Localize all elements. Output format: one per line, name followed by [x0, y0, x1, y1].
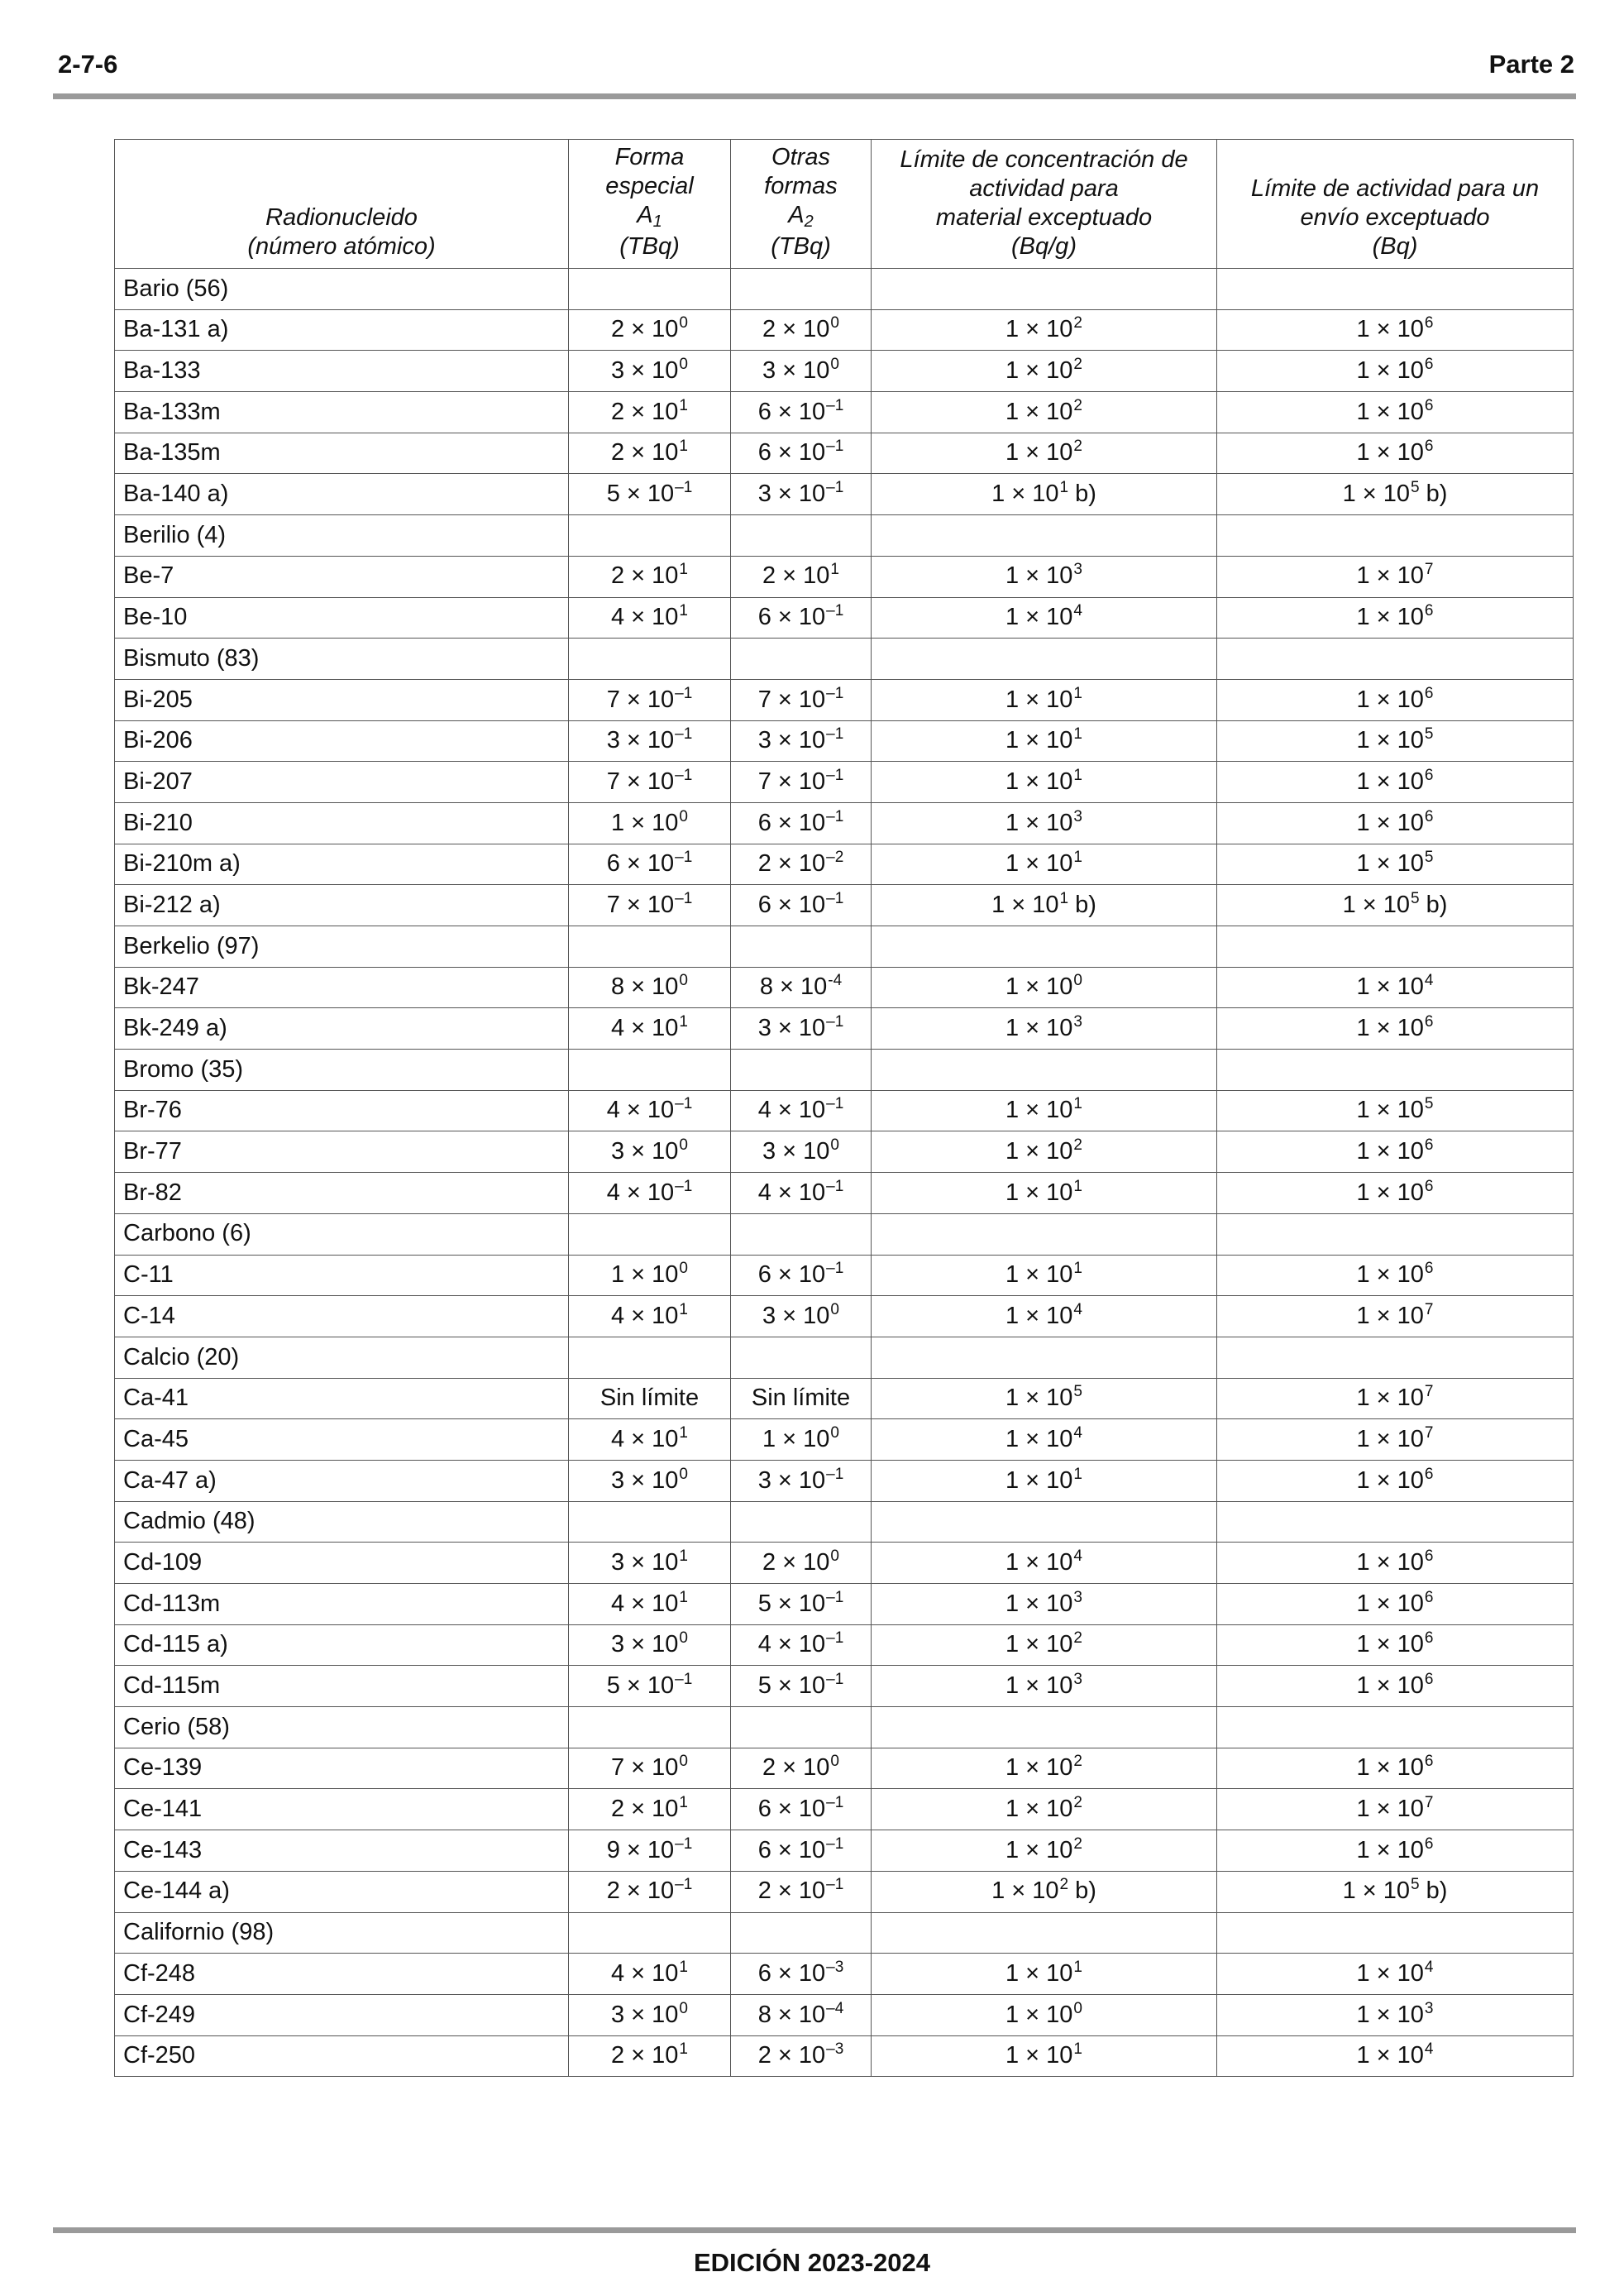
cell-a2 [731, 515, 872, 557]
cell-a2: $6 \times 10^{-1}$ [731, 1830, 872, 1872]
cell-a2: $7 \times 10^{-1}$ [731, 679, 872, 720]
cell-a1: $9 \times 10^{-1}$ [569, 1830, 731, 1872]
cell-a2: $1 \times 10^0$ [731, 1419, 872, 1461]
header-line: Límite de actividad para un [1250, 175, 1540, 202]
table-row [115, 1296, 1574, 1337]
cell-a1: $3 \times 10^0$ [569, 1624, 731, 1666]
cell-a1 [569, 1912, 731, 1954]
radionuclide-name: Cd-115m [115, 1666, 569, 1707]
cell-act: $1 \times 10^6$ [1217, 802, 1574, 844]
radionuclide-name: Ba-131 a) [115, 309, 569, 351]
radionuclide-name: Bi-210 [115, 802, 569, 844]
table-row [115, 1460, 1574, 1501]
cell-a2: $2 \times 10^0$ [731, 1543, 872, 1584]
cell-act: $1 \times 10^7$ [1217, 1296, 1574, 1337]
element-group-row [115, 1213, 1574, 1255]
cell-a1: $1 \times 10^0$ [569, 802, 731, 844]
cell-a1: $5 \times 10^{-1}$ [569, 474, 731, 515]
radionuclide-name: Bi-210m a) [115, 844, 569, 885]
radionuclide-name: Bi-212 a) [115, 885, 569, 926]
cell-act: $1 \times 10^6$ [1217, 1543, 1574, 1584]
table-row [115, 1131, 1574, 1173]
cell-act: $1 \times 10^5$ b) [1217, 474, 1574, 515]
cell-a1: $2 \times 10^1$ [569, 433, 731, 474]
cell-conc: $1 \times 10^1$ b) [872, 885, 1217, 926]
cell-act: $1 \times 10^6$ [1217, 597, 1574, 639]
cell-act [1217, 1707, 1574, 1748]
cell-a2 [731, 1213, 872, 1255]
cell-conc: $1 \times 10^4$ [872, 1543, 1217, 1584]
element-name: Bario (56) [115, 269, 569, 310]
table-row [115, 802, 1574, 844]
cell-conc [872, 1501, 1217, 1543]
element-group-row [115, 1912, 1574, 1954]
table-row [115, 885, 1574, 926]
cell-a1: $3 \times 10^{-1}$ [569, 720, 731, 762]
cell-a1: $7 \times 10^{-1}$ [569, 679, 731, 720]
cell-a2 [731, 926, 872, 968]
element-group-row [115, 926, 1574, 968]
cell-conc [872, 1707, 1217, 1748]
table-row [115, 1255, 1574, 1296]
cell-act: $1 \times 10^6$ [1217, 351, 1574, 392]
cell-a1 [569, 1213, 731, 1255]
cell-act: $1 \times 10^6$ [1217, 309, 1574, 351]
cell-a2: $5 \times 10^{-1}$ [731, 1584, 872, 1625]
table-header-row [115, 140, 1574, 269]
cell-a1: $2 \times 10^1$ [569, 1789, 731, 1830]
cell-a1 [569, 1707, 731, 1748]
element-name: Berilio (4) [115, 515, 569, 557]
header-line: especial [605, 173, 694, 199]
cell-act: $1 \times 10^6$ [1217, 1173, 1574, 1214]
table-row [115, 720, 1574, 762]
cell-conc [872, 1213, 1217, 1255]
cell-conc: $1 \times 10^1$ [872, 1255, 1217, 1296]
cell-conc: $1 \times 10^4$ [872, 1296, 1217, 1337]
header-line: Límite de concentración de [900, 146, 1188, 173]
radionuclide-name: Br-82 [115, 1173, 569, 1214]
cell-act: $1 \times 10^6$ [1217, 1624, 1574, 1666]
header-line: Forma [614, 144, 685, 170]
radionuclide-name: C-14 [115, 1296, 569, 1337]
cell-conc: $1 \times 10^2$ [872, 433, 1217, 474]
cell-conc: $1 \times 10^2$ [872, 1624, 1217, 1666]
table-row [115, 1871, 1574, 1912]
table-row [115, 844, 1574, 885]
element-name: Cadmio (48) [115, 1501, 569, 1543]
radionuclide-name: Ba-133m [115, 392, 569, 433]
cell-act [1217, 926, 1574, 968]
cell-conc: $1 \times 10^3$ [872, 556, 1217, 597]
cell-act: $1 \times 10^6$ [1217, 679, 1574, 720]
cell-act [1217, 1501, 1574, 1543]
cell-a2: $4 \times 10^{-1}$ [731, 1090, 872, 1131]
header-symbol: A1 [637, 202, 662, 231]
cell-a2: $6 \times 10^{-1}$ [731, 802, 872, 844]
cell-conc: $1 \times 10^1$ [872, 1460, 1217, 1501]
table-row [115, 762, 1574, 803]
cell-a1 [569, 1501, 731, 1543]
part-label: Parte 2 [1488, 50, 1574, 79]
col-activity-header [1217, 140, 1574, 269]
cell-a2: $6 \times 10^{-1}$ [731, 885, 872, 926]
cell-a1 [569, 1050, 731, 1091]
table-row [115, 474, 1574, 515]
cell-act: $1 \times 10^5$ [1217, 720, 1574, 762]
element-name: Cerio (58) [115, 1707, 569, 1748]
cell-conc: $1 \times 10^1$ b) [872, 474, 1217, 515]
table-row [115, 1994, 1574, 2035]
cell-conc: $1 \times 10^1$ [872, 1954, 1217, 1995]
cell-a2: $3 \times 10^0$ [731, 1296, 872, 1337]
cell-a1: $4 \times 10^1$ [569, 1008, 731, 1050]
cell-a1: $1 \times 10^0$ [569, 1255, 731, 1296]
header-line: material exceptuado [935, 204, 1153, 231]
cell-conc: $1 \times 10^2$ [872, 392, 1217, 433]
cell-conc: $1 \times 10^2$ [872, 309, 1217, 351]
table-row [115, 392, 1574, 433]
cell-act: $1 \times 10^6$ [1217, 1131, 1574, 1173]
cell-a2: $4 \times 10^{-1}$ [731, 1624, 872, 1666]
cell-a2: $6 \times 10^{-3}$ [731, 1954, 872, 1995]
element-group-row [115, 269, 1574, 310]
cell-act: $1 \times 10^5$ b) [1217, 1871, 1574, 1912]
page-number: 2-7-6 [58, 50, 118, 79]
radionuclide-name: Cd-109 [115, 1543, 569, 1584]
cell-a2: $3 \times 10^{-1}$ [731, 720, 872, 762]
cell-act: $1 \times 10^6$ [1217, 762, 1574, 803]
table-row [115, 1666, 1574, 1707]
radionuclide-name: Ca-45 [115, 1419, 569, 1461]
cell-act: $1 \times 10^3$ [1217, 1994, 1574, 2035]
cell-conc: $1 \times 10^3$ [872, 1666, 1217, 1707]
table-row [115, 351, 1574, 392]
header-symbol: A2 [788, 202, 814, 231]
table-row [115, 1543, 1574, 1584]
element-name: Berkelio (97) [115, 926, 569, 968]
element-name: Bismuto (83) [115, 639, 569, 680]
radionuclide-name: Bi-206 [115, 720, 569, 762]
header-line: (Bq) [1372, 233, 1418, 260]
cell-conc: $1 \times 10^4$ [872, 1419, 1217, 1461]
cell-a1: $4 \times 10^{-1}$ [569, 1090, 731, 1131]
col-a2-header [731, 140, 872, 269]
cell-conc: $1 \times 10^4$ [872, 597, 1217, 639]
cell-a2: $3 \times 10^{-1}$ [731, 1460, 872, 1501]
cell-a2 [731, 1501, 872, 1543]
cell-conc: $1 \times 10^2$ [872, 351, 1217, 392]
cell-conc: $1 \times 10^1$ [872, 720, 1217, 762]
radionuclide-name: Ca-47 a) [115, 1460, 569, 1501]
radionuclide-name: Cf-250 [115, 2035, 569, 2077]
cell-conc: $1 \times 10^2$ [872, 1748, 1217, 1789]
cell-a2: $8 \times 10^{-4}$ [731, 967, 872, 1008]
cell-act: $1 \times 10^6$ [1217, 1666, 1574, 1707]
radionuclide-name: Ce-139 [115, 1748, 569, 1789]
cell-conc: $1 \times 10^0$ [872, 1994, 1217, 2035]
header-line: formas [764, 173, 838, 199]
cell-a2: $2 \times 10^0$ [731, 309, 872, 351]
cell-a2: $6 \times 10^{-1}$ [731, 1789, 872, 1830]
element-group-row [115, 1707, 1574, 1748]
cell-act: $1 \times 10^7$ [1217, 1789, 1574, 1830]
cell-act: $1 \times 10^7$ [1217, 1378, 1574, 1419]
cell-conc: $1 \times 10^0$ [872, 967, 1217, 1008]
cell-a1: $2 \times 10^1$ [569, 556, 731, 597]
radionuclide-name: Ce-144 a) [115, 1871, 569, 1912]
cell-conc: $1 \times 10^3$ [872, 1584, 1217, 1625]
cell-act: $1 \times 10^5$ [1217, 1090, 1574, 1131]
cell-a1: $5 \times 10^{-1}$ [569, 1666, 731, 1707]
cell-act: $1 \times 10^6$ [1217, 433, 1574, 474]
col-concentration-header [872, 140, 1217, 269]
table-row [115, 309, 1574, 351]
cell-a2 [731, 269, 872, 310]
cell-a2: $2 \times 10^{-1}$ [731, 1871, 872, 1912]
radionuclide-name: Bk-247 [115, 967, 569, 1008]
cell-a1: $7 \times 10^{-1}$ [569, 762, 731, 803]
radionuclide-name: Ce-143 [115, 1830, 569, 1872]
cell-act: $1 \times 10^4$ [1217, 967, 1574, 1008]
cell-conc: $1 \times 10^1$ [872, 762, 1217, 803]
cell-act: $1 \times 10^6$ [1217, 1748, 1574, 1789]
cell-act [1217, 1213, 1574, 1255]
cell-a2 [731, 1707, 872, 1748]
element-group-row [115, 515, 1574, 557]
cell-act [1217, 639, 1574, 680]
cell-act: $1 \times 10^6$ [1217, 1584, 1574, 1625]
cell-a1: Sin límite [569, 1378, 731, 1419]
table-row [115, 1090, 1574, 1131]
header-line: (Bq/g) [1011, 233, 1077, 260]
radionuclide-name: Cd-115 a) [115, 1624, 569, 1666]
cell-a1: $7 \times 10^0$ [569, 1748, 731, 1789]
footer-rule [53, 2227, 1576, 2233]
radionuclide-name: Bi-207 [115, 762, 569, 803]
header-line: actividad para [969, 175, 1119, 202]
cell-a2: $2 \times 10^0$ [731, 1748, 872, 1789]
cell-act: $1 \times 10^5$ b) [1217, 885, 1574, 926]
cell-a2: $6 \times 10^{-1}$ [731, 597, 872, 639]
cell-act: $1 \times 10^6$ [1217, 1255, 1574, 1296]
cell-act: $1 \times 10^6$ [1217, 1830, 1574, 1872]
cell-conc: $1 \times 10^5$ [872, 1378, 1217, 1419]
cell-a1: $3 \times 10^0$ [569, 351, 731, 392]
cell-conc [872, 1337, 1217, 1378]
cell-a1 [569, 269, 731, 310]
cell-a2: $6 \times 10^{-1}$ [731, 392, 872, 433]
cell-conc: $1 \times 10^1$ [872, 1173, 1217, 1214]
cell-act: $1 \times 10^4$ [1217, 2035, 1574, 2077]
cell-a2: $5 \times 10^{-1}$ [731, 1666, 872, 1707]
header-unit: (TBq) [619, 233, 680, 260]
cell-a1 [569, 639, 731, 680]
cell-a2: $6 \times 10^{-1}$ [731, 1255, 872, 1296]
radionuclide-name: Ba-133 [115, 351, 569, 392]
cell-a1: $4 \times 10^1$ [569, 1584, 731, 1625]
cell-conc: $1 \times 10^1$ [872, 2035, 1217, 2077]
cell-conc [872, 1050, 1217, 1091]
cell-a1 [569, 1337, 731, 1378]
cell-a1: $8 \times 10^0$ [569, 967, 731, 1008]
table-row [115, 1624, 1574, 1666]
header-line: Radionucleido [265, 204, 418, 231]
cell-act: $1 \times 10^4$ [1217, 1954, 1574, 1995]
element-name: Carbono (6) [115, 1213, 569, 1255]
cell-a1: $3 \times 10^0$ [569, 1460, 731, 1501]
cell-a1: $2 \times 10^{-1}$ [569, 1871, 731, 1912]
cell-a2: $3 \times 10^0$ [731, 1131, 872, 1173]
table-row [115, 556, 1574, 597]
cell-conc: $1 \times 10^3$ [872, 802, 1217, 844]
cell-conc: $1 \times 10^2$ b) [872, 1871, 1217, 1912]
table-row [115, 433, 1574, 474]
cell-act: $1 \times 10^7$ [1217, 1419, 1574, 1461]
radionuclide-name: Bi-205 [115, 679, 569, 720]
cell-a1: $2 \times 10^1$ [569, 392, 731, 433]
radionuclide-name: Ba-135m [115, 433, 569, 474]
cell-a2 [731, 1912, 872, 1954]
element-name: Bromo (35) [115, 1050, 569, 1091]
cell-a1: $2 \times 10^1$ [569, 2035, 731, 2077]
cell-act: $1 \times 10^6$ [1217, 1460, 1574, 1501]
cell-conc [872, 515, 1217, 557]
element-group-row [115, 1501, 1574, 1543]
cell-conc: $1 \times 10^2$ [872, 1789, 1217, 1830]
cell-act: $1 \times 10^6$ [1217, 1008, 1574, 1050]
cell-a2: $4 \times 10^{-1}$ [731, 1173, 872, 1214]
cell-a1 [569, 515, 731, 557]
table-row [115, 1748, 1574, 1789]
cell-conc: $1 \times 10^2$ [872, 1131, 1217, 1173]
cell-a2: $2 \times 10^{-3}$ [731, 2035, 872, 2077]
cell-a2 [731, 639, 872, 680]
radionuclide-name: Cf-249 [115, 1994, 569, 2035]
radionuclide-name: Be-7 [115, 556, 569, 597]
table-row [115, 967, 1574, 1008]
table-row [115, 597, 1574, 639]
cell-act [1217, 1050, 1574, 1091]
header-unit: (TBq) [771, 233, 831, 260]
cell-conc: $1 \times 10^1$ [872, 679, 1217, 720]
radionuclide-name: Ba-140 a) [115, 474, 569, 515]
cell-a1: $4 \times 10^1$ [569, 597, 731, 639]
cell-act [1217, 1337, 1574, 1378]
edition-footer: EDICIÓN 2023-2024 [693, 2248, 931, 2277]
table-body [115, 269, 1574, 2077]
table-row [115, 1008, 1574, 1050]
cell-a1: $4 \times 10^{-1}$ [569, 1173, 731, 1214]
cell-act: $1 \times 10^7$ [1217, 556, 1574, 597]
cell-a1: $3 \times 10^1$ [569, 1543, 731, 1584]
header-rule [53, 93, 1576, 99]
cell-a2: $3 \times 10^0$ [731, 351, 872, 392]
cell-a1: $4 \times 10^1$ [569, 1296, 731, 1337]
cell-a1 [569, 926, 731, 968]
table-row [115, 1584, 1574, 1625]
cell-a2: $6 \times 10^{-1}$ [731, 433, 872, 474]
cell-act [1217, 515, 1574, 557]
cell-act [1217, 269, 1574, 310]
radionuclide-name: Br-76 [115, 1090, 569, 1131]
radionuclide-table [114, 139, 1574, 2077]
radionuclide-name: C-11 [115, 1255, 569, 1296]
table-row [115, 1789, 1574, 1830]
cell-a2: $3 \times 10^{-1}$ [731, 474, 872, 515]
cell-act: $1 \times 10^5$ [1217, 844, 1574, 885]
radionuclide-name: Ca-41 [115, 1378, 569, 1419]
table-row [115, 679, 1574, 720]
cell-a1: $4 \times 10^1$ [569, 1954, 731, 1995]
cell-a2: $2 \times 10^{-2}$ [731, 844, 872, 885]
cell-a2: $7 \times 10^{-1}$ [731, 762, 872, 803]
table-row [115, 1954, 1574, 1995]
cell-conc: $1 \times 10^2$ [872, 1830, 1217, 1872]
table-row [115, 2035, 1574, 2077]
cell-act: $1 \times 10^6$ [1217, 392, 1574, 433]
table-row [115, 1173, 1574, 1214]
element-group-row [115, 1050, 1574, 1091]
radionuclide-name: Cd-113m [115, 1584, 569, 1625]
col-radionuclide-header [115, 140, 569, 269]
element-name: Californio (98) [115, 1912, 569, 1954]
cell-act [1217, 1912, 1574, 1954]
cell-conc [872, 926, 1217, 968]
radionuclide-name: Ce-141 [115, 1789, 569, 1830]
radionuclide-name: Br-77 [115, 1131, 569, 1173]
cell-a1: $3 \times 10^0$ [569, 1994, 731, 2035]
cell-conc: $1 \times 10^3$ [872, 1008, 1217, 1050]
table-row [115, 1378, 1574, 1419]
col-a1-header [569, 140, 731, 269]
radionuclide-name: Cf-248 [115, 1954, 569, 1995]
radionuclide-name: Be-10 [115, 597, 569, 639]
table-row [115, 1419, 1574, 1461]
cell-a2: $2 \times 10^1$ [731, 556, 872, 597]
cell-a1: $2 \times 10^0$ [569, 309, 731, 351]
cell-a2: $3 \times 10^{-1}$ [731, 1008, 872, 1050]
table-row [115, 1830, 1574, 1872]
cell-conc: $1 \times 10^1$ [872, 1090, 1217, 1131]
cell-a2 [731, 1337, 872, 1378]
header-line: Otras [771, 144, 830, 170]
cell-a1: $4 \times 10^1$ [569, 1419, 731, 1461]
element-name: Calcio (20) [115, 1337, 569, 1378]
cell-conc [872, 269, 1217, 310]
element-group-row [115, 1337, 1574, 1378]
cell-a1: $7 \times 10^{-1}$ [569, 885, 731, 926]
cell-a2: $8 \times 10^{-4}$ [731, 1994, 872, 2035]
cell-conc [872, 639, 1217, 680]
cell-conc [872, 1912, 1217, 1954]
cell-a2: Sin límite [731, 1378, 872, 1419]
header-line: envío exceptuado [1300, 204, 1490, 231]
cell-conc: $1 \times 10^1$ [872, 844, 1217, 885]
element-group-row [115, 639, 1574, 680]
radionuclide-name: Bk-249 a) [115, 1008, 569, 1050]
cell-a1: $6 \times 10^{-1}$ [569, 844, 731, 885]
header-line: (número atómico) [247, 233, 436, 260]
cell-a2 [731, 1050, 872, 1091]
cell-a1: $3 \times 10^0$ [569, 1131, 731, 1173]
